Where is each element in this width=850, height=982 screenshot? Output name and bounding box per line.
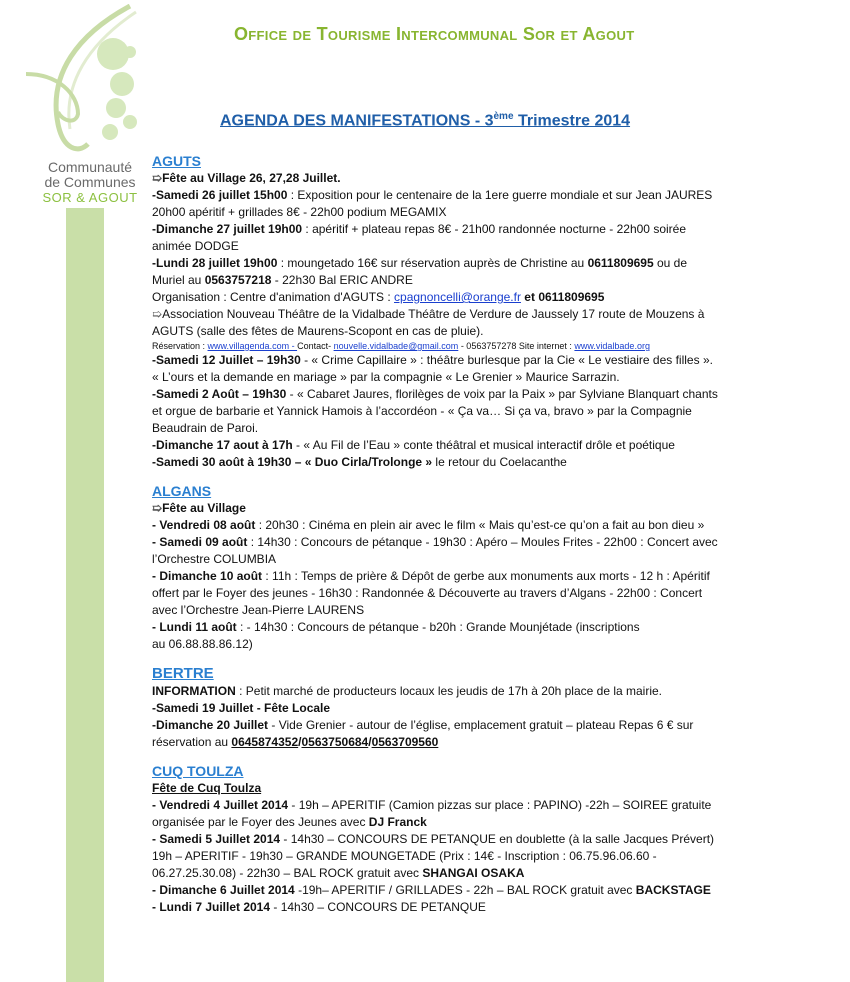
event-line	[152, 517, 772, 534]
event-text: : moungetado 16€ sur réservation auprès de Christine au	[277, 256, 588, 270]
event-text: - 14h30 – CONCOURS DE PETANQUE	[270, 900, 486, 914]
event-line: au 06.88.88.86.12)	[152, 637, 253, 651]
assoc-line: AGUTS (salle des fêtes de Maurens-Scopont en cas de pluie).	[152, 324, 484, 338]
title-sup: ème	[493, 111, 514, 122]
event-line: offert par le Foyer des jeunes - 16h30 : Randonnée & Découverte au travers d’Algans - 22h00 : Concert	[152, 586, 703, 600]
event-text: Muriel au	[152, 273, 205, 287]
event-date: -Samedi 26 juillet 15h00	[152, 188, 288, 202]
event-date: - Dimanche 6 Juillet 2014	[152, 883, 295, 897]
event-line	[152, 534, 772, 551]
event-line	[152, 734, 772, 751]
resa-phone: - 0563757278 Site internet :	[458, 341, 575, 351]
page-header: Office de Tourisme Intercommunal Sor et Agout	[234, 24, 635, 44]
event-date: - Vendredi 08 août	[152, 518, 256, 532]
event-line: « L’ours et la demande en mariage » par la compagnie « Le Grenier » Maurice Sarrazin.	[152, 370, 620, 384]
event-text: le retour du Coelacanthe	[432, 455, 567, 469]
title-end: Trimestre 2014	[513, 112, 631, 130]
event-highlight: SHANGAI OSAKA	[422, 866, 525, 880]
event-date: - Samedi 5 Juillet 2014	[152, 832, 281, 846]
event-line: avec l’Orchestre Jean-Pierre LAURENS	[152, 603, 365, 617]
logo-line3: SOR & AGOUT	[42, 190, 138, 205]
event-date: - Lundi 11 août	[152, 620, 237, 634]
website-link[interactable]: www.vidalbade.org	[574, 341, 650, 351]
event-line	[152, 797, 772, 814]
event-line: animée DODGE	[152, 239, 239, 253]
logo-text	[30, 160, 150, 205]
organisation-line	[152, 289, 772, 306]
email-link[interactable]: cpagnoncelli@orange.fr	[394, 290, 521, 304]
event-line: Beaudrain de Paroi.	[152, 421, 259, 435]
fete-label: Fête de Cuq Toulza	[152, 781, 262, 795]
right-arrow-icon: ➯	[152, 501, 163, 515]
event-highlight: BACKSTAGE	[635, 883, 711, 897]
fete-label-text: Fête au Village	[162, 501, 246, 515]
section-title-cuq: CUQ TOULZA	[152, 763, 244, 779]
event-date: -Samedi 30 août à 19h30 – « Duo Cirla/Trolonge »	[152, 455, 433, 469]
page-title	[220, 111, 680, 130]
event-highlight: DJ Franck	[368, 815, 427, 829]
event-line	[152, 700, 772, 717]
event-text: - Vide Grenier - autour de l’église, emplacement gratuit – plateau Repas 6 € sur	[268, 718, 694, 732]
event-date: -Dimanche 20 Juillet	[152, 718, 269, 732]
event-line	[152, 831, 772, 848]
event-text: - « Au Fil de l’Eau » conte théâtral et musical interactif drôle et poétique	[292, 438, 675, 452]
event-date: -Samedi 12 Juillet – 19h30	[152, 353, 301, 367]
event-line: 19h – APERITIF - 19h30 – GRANDE MOUNGETADE (Prix : 14€ - Inscription : 06.75.96.06.60 -	[152, 849, 657, 863]
right-arrow-icon: ➯	[152, 171, 163, 185]
event-line	[152, 386, 772, 403]
website-link[interactable]: www.villagenda.com -	[207, 341, 298, 351]
event-date: - Vendredi 4 Juillet 2014	[152, 798, 289, 812]
fete-label-text: Fête au Village 26, 27,28 Juillet.	[162, 171, 341, 185]
email-link[interactable]: nouvelle.vidalbade@gmail.com	[333, 341, 459, 351]
event-text: : apéritif + plateau repas 8€ - 21h00 randonnée nocturne - 22h00 soirée	[302, 222, 686, 236]
event-text: 06.27.25.30.08) - 22h30 – BAL ROCK gratuit avec	[152, 866, 423, 880]
event-text: : 11h : Temps de prière & Dépôt de gerbe aux monuments aux morts - 12 h : Apéritif	[262, 569, 710, 583]
phone-number: 0611809695	[587, 256, 654, 270]
event-line	[152, 619, 772, 636]
event-text: - Fête Locale	[253, 701, 331, 715]
phone-number: 0563709560	[371, 735, 439, 749]
phone-number: 0611809695	[538, 290, 605, 304]
event-line: l’Orchestre COLUMBIA	[152, 552, 277, 566]
event-line	[152, 814, 772, 831]
reservation-line	[152, 340, 772, 352]
event-text: - 22h30 Bal ERIC ANDRE	[271, 273, 413, 287]
event-line	[152, 882, 772, 899]
fete-label	[152, 170, 772, 187]
info-line	[152, 683, 772, 700]
event-line	[152, 187, 772, 204]
event-line	[152, 865, 772, 882]
logo-line1: Communauté	[47, 159, 133, 175]
event-line	[152, 272, 772, 289]
right-arrow-icon: ➯	[152, 307, 163, 321]
event-line	[152, 352, 772, 369]
phone-number: 0563757218	[204, 273, 272, 287]
event-date: -Dimanche 27 juillet 19h00	[152, 222, 303, 236]
event-line	[152, 255, 772, 272]
phone-number: 0563750684	[301, 735, 369, 749]
resa-label: Réservation :	[152, 341, 208, 351]
info-label: INFORMATION	[152, 684, 236, 698]
section-title-aguts: AGUTS	[152, 153, 201, 169]
org-label: Organisation : Centre d'animation d'AGUTS :	[152, 290, 395, 304]
event-line	[152, 221, 772, 238]
event-line	[152, 454, 772, 471]
assoc-text: Association Nouveau Théâtre de la Vidalbade Théâtre de Verdure de Jaussely 17 route de Mouzens à	[162, 307, 705, 321]
event-text: ou de	[653, 256, 688, 270]
event-date: -Lundi 28 juillet 19h00	[152, 256, 278, 270]
event-text: : 20h30 : Cinéma en plein air avec le film « Mais qu’est-ce qu’on a fait au bon dieu »	[255, 518, 705, 532]
event-text: - 19h – APERITIF (Camion pizzas sur place : PAPINO) -22h – SOIREE gratuite	[288, 798, 712, 812]
separator: /	[368, 735, 372, 749]
event-date: -Samedi 2 Août – 19h30	[152, 387, 287, 401]
event-text: : Exposition pour le centenaire de la 1ere guerre mondiale et sur Jean JAURES	[287, 188, 713, 202]
event-line: et orgue de barbarie et Yannick Hamois à l’accordéon - « Ça va… Si ça va, bravo » par la Compagnie	[152, 404, 692, 418]
phone-number: 0645874352	[231, 735, 299, 749]
separator: /	[298, 735, 302, 749]
fete-label	[152, 500, 772, 517]
event-date: - Lundi 7 Juillet 2014	[152, 900, 271, 914]
event-date: - Dimanche 10 août	[152, 569, 263, 583]
event-text: : 14h30 : Concours de pétanque - 19h30 : Apéro – Moules Frites - 22h00 : Concert avec	[247, 535, 718, 549]
org-and: et	[520, 290, 539, 304]
event-text: - 14h30 – CONCOURS DE PETANQUE en doublette (à la salle Jacques Prévert)	[280, 832, 715, 846]
resa-contact: Contact-	[297, 341, 334, 351]
assoc-line	[152, 306, 772, 323]
event-date: - Samedi 09 août	[152, 535, 248, 549]
event-line: 20h00 apéritif + grillades 8€ - 22h00 podium MEGAMIX	[152, 205, 447, 219]
event-text: organisée par le Foyer des Jeunes avec	[152, 815, 369, 829]
event-text: : - 14h30 : Concours de pétanque - b20h : Grande Mounjétade (inscriptions	[236, 620, 640, 634]
event-date: -Samedi 19 Juillet	[152, 701, 254, 715]
event-text: - « Cabaret Jaures, florilèges de voix par la Paix » par Sylviane Blanquart chants	[286, 387, 718, 401]
event-date: -Dimanche 17 aout à 17h	[152, 438, 293, 452]
agenda-content	[152, 153, 772, 916]
logo-line2: de Communes	[44, 174, 136, 190]
event-text: - « Crime Capillaire » : théâtre burlesque par la Cie « Le vestiaire des filles ».	[300, 353, 713, 367]
section-title-bertre: BERTRE	[152, 665, 214, 682]
event-line	[152, 437, 772, 454]
event-text: -19h– APERITIF / GRILLADES - 22h – BAL ROCK gratuit avec	[294, 883, 636, 897]
event-line	[152, 899, 772, 916]
event-line	[152, 568, 772, 585]
sidebar-decoration	[66, 208, 104, 982]
event-text: réservation au	[152, 735, 232, 749]
section-title-algans: ALGANS	[152, 483, 212, 499]
event-line	[152, 717, 772, 734]
info-text: : Petit marché de producteurs locaux les jeudis de 17h à 20h place de la mairie.	[235, 684, 663, 698]
title-main: AGENDA DES MANIFESTATIONS - 3	[220, 112, 494, 130]
